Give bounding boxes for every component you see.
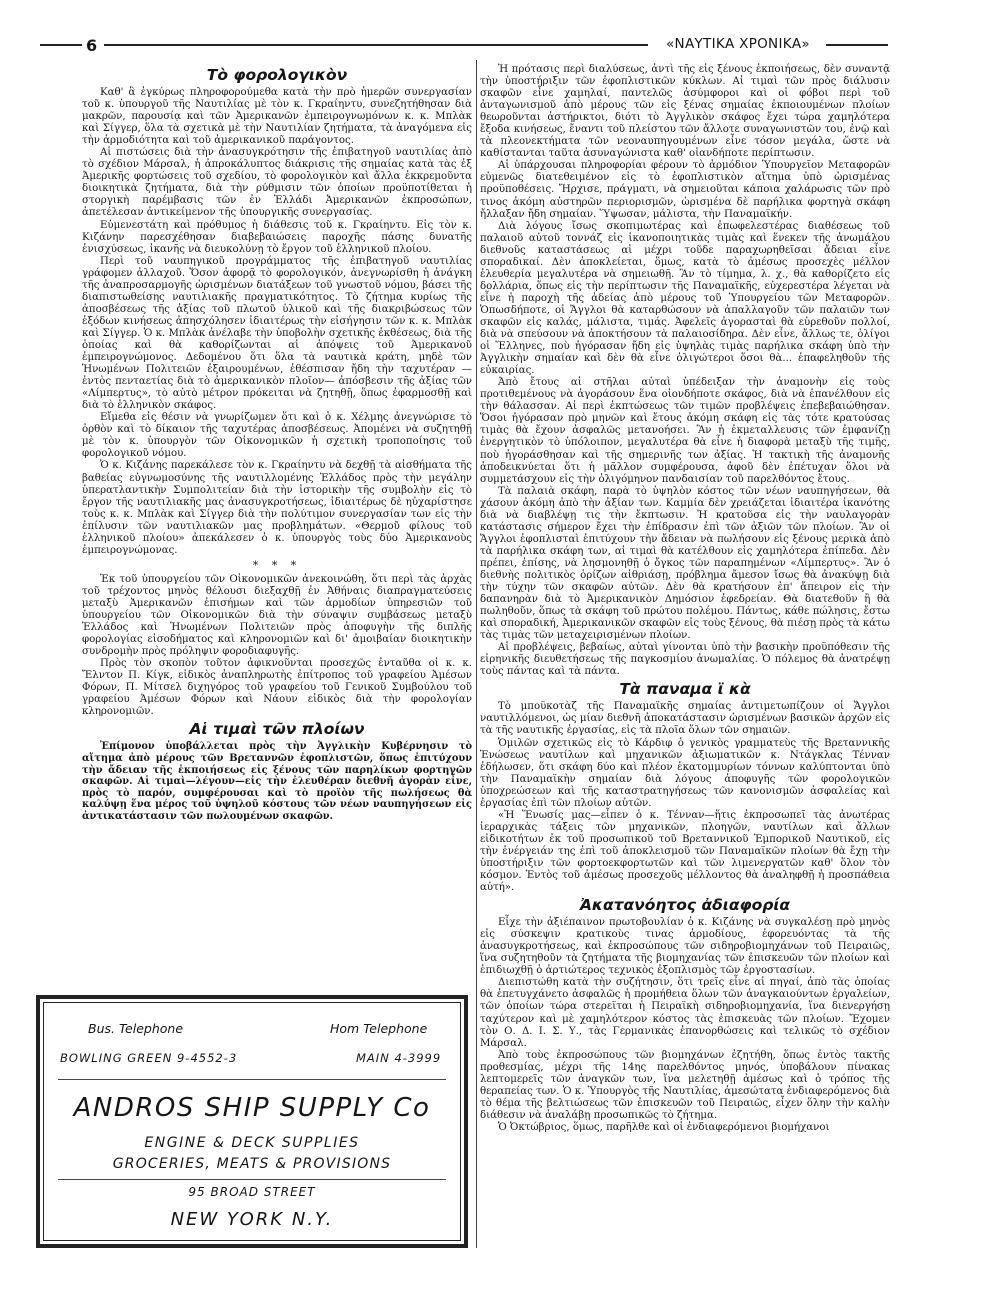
advertisement-box xyxy=(36,995,468,1248)
ad-city: NEW YORK N.Y. xyxy=(170,1209,334,1230)
paragraph: Αἱ προβλέψεις, βεβαίως, αὐταὶ γίνονται ὑπὸ τὴν βασικὴν προϋπόθεσιν τῆς εἰρηνικῆς διευθετήσεως τῆς παγκοσμίου ἀνωμαλίας. Ὁ πόλεμος θὰ ἀνατρέψῃ τοὺς πάντας καὶ τὰ πάντα. xyxy=(480,642,890,678)
paragraph: Ἀπὸ ἔτους αἱ στῆλαι αὐταὶ ὑπέδειξαν τὴν ἀναμονὴν εἰς τοὺς προτιθεμένους νὰ ἀγοράσουν ἕνα οἱονδήποτε σκάφος, διὰ νὰ ἐπανέλθουν εἰς τὴν θάλασσαν. Αἱ περὶ ἐκπτώσεως τῶν τιμῶν προβλέψεις ἐπεβεβαιώθησαν. Ὅσοι ἠγόρασαν πρὸ μηνῶν καὶ ἔτους ἀκόμη σκάφη εἰς τὰς τότε κρατούσας τιμὰς θὰ ἔχουν ἀσφαλῶς μετανοήσει. Ἂν ἡ ἐκμεταλλευσις τῶν ἐμφανίζῃ ἐνεργητικὸν τὸ ὑπόλοιπον, μεγαλυτέρα θὰ εἶνε ἡ διαφορὰ μεταξὺ τῆς τιμῆς, ποὺ ἠγοράσθησαν καὶ τῆς σημερινῆς των ἀξίας. Ἡ τακτικὴ τῆς ἀναμονῆς ἀποδεικνύεται ὅτι ἡ μᾶλλον συμφέρουσα, ἀφοῦ δὲν ἐπέτυχαν ὅλοι νὰ συμμετάσχουν εἰς τὴν ὀλιγόμηνον πανδαισίαν τοῦ παρελθόντος ἔτους. xyxy=(480,377,890,485)
paragraph: Ὁμιλῶν σχετικῶς εἰς τὸ Κάρδιφ ὁ γενικὸς γραμματεὺς τῆς Βρεταννικῆς Ἑνώσεως ναυτίλων καὶ μηχανικῶν ἀξιωματικῶν κ. Ντάγκλας Τένναν ἐδήλωσεν, ὅτι σκάφη δύο καὶ πλέον ἑκατομμυρίων τόννων καλύπτονται ὑπὸ τὴν Παναμαϊκὴν σημαίαν διὰ λόγους ἀποφυγῆς τῶν φορολογικῶν ὑποχρεώσεων καὶ τῆς καταστρατηγήσεως τῶν κανονισμῶν ἀσφαλείας καὶ ἐργασίας ἐπὶ τῶν πλοίων αὐτῶν. xyxy=(480,737,890,809)
paragraph: Ὁ κ. Κιζάνης παρεκάλεσε τὸν κ. Γκραίηντυ νὰ δεχθῇ τὰ αἰσθήματα τῆς βαθείας εὐγνωμοσύνης τῆς ναυτιλλομένης Ἑλλάδος πρὸς τὴν μεγάλην ὑπερατλαντικὴν Συμπολιτείαν διὰ τὴν ἱστορικὴν τῆς συμβολὴν εἰς τὸ ἔργον τῆς ναυτιλιακῆς μας ἀνασυγκροτήσεως, ἰδιαιτέρως δὲ ηὐχαρίστησε τοὺς κ. κ. Μπλὰκ καὶ Σίγγερ διὰ τὴν πολύτιμον συνεργασίαν των εἰς τὴν ἐπίλυσιν τῶν ναυτιλιακῶν μας προβλημάτων. «Θερμοῦ φίλους τοῦ ἑλληνικοῦ πλοίου» ἀπεκάλεσεν ὁ κ. ὑπουργὸς τοὺς δύο Ἀμερικανοὺς ἐμπειρογνώμονας. xyxy=(82,460,472,556)
bold-paragraph: Ἐπίμονον ὑποβάλλεται πρὸς τὴν Ἀγγλικὴν Κυβέρνησιν τὸ αἴτημα ἀπὸ μέρους τῶν Βρεταννῶν ἐφοπλιστῶν, ὅπως ἐπιτύχουν τὴν ἄδειαν τῆς ἐκποιήσεως εἰς ξένους τῶν παρηλίκων φορτηγῶν σκαφῶν. Αἱ τιμαὶ—λέγουν—εἰς τὴν ἐλευθέραν διεθνῆ ἀγορὰν εἶνε, πρὸς τὸ παρόν, συμφέρουσαι καὶ τὸ προϊὸν τῆς πωλήσεως θὰ καλύψῃ ἕνα μέρος τοῦ ὑψηλοῦ κόστους τῶν νέων ναυπηγήσεων εἰς ἀντικατάστασιν τῶν πωλουμένων σκαφῶν. xyxy=(82,741,472,822)
ad-line-groceries: GROCERIES, MEATS & PROVISIONS xyxy=(112,1156,392,1172)
article-heading-panamanian: Τὰ παναμα ϊ κὰ xyxy=(619,680,751,699)
paragraph: Εἶχε τὴν ἀξιέπαινον πρωτοβουλίαν ὁ κ. Κιζάνης νὰ συγκαλέσῃ πρὸ μηνὸς εἰς σύσκεψιν κρατικοὺς τινας ἁρμοδίους, ἐφορευόντας τὰ τῆς ἀνασυγκροτήσεως, καὶ ἐκπροσώπους τῶν σιδηροβιομηχάνων τοῦ Πειραιῶς, ἵνα συζητηθοῦν τὰ ζητήματα τῆς βιομηχανίας τῶν ἐπισκευῶν τῶν πλοίων καὶ ἐπιδιωχθῇ ὁ ἀρτιώτερος τεχνικὸς ἐξοπλισμὸς τῶν ἐργοστασίων. xyxy=(480,917,890,977)
paragraph: Εἴμεθα εἰς θέσιν νὰ γνωρίζωμεν ὅτι καὶ ὁ κ. Χέλμης ἀνεγνώρισε τὸ ὀρθὸν καὶ τὸ δίκαιον τῆς ταχυτέρας ἀποσβέσεως. Ἀπομένει νὰ συζητηθῇ μὲ τὸν κ. ὑπουργὸν τῶν Οἰκονομικῶν ἡ σχετικὴ τροποποίησις τοῦ φορολογικοῦ νόμου. xyxy=(82,412,472,460)
paragraph: Καθ' ἃ ἐγκύρως πληροφορούμεθα κατὰ τὴν πρὸ ἡμερῶν συνεργασίαν τοῦ κ. ὑπουργοῦ τῆς Ναυτιλίας μὲ τὸν κ. Γκραίηντυ, συνεζητήθησαν διὰ μακρῶν, παρουσίᾳ καὶ τῶν Ἀμερικανῶν ἐμπειρογνωμόνων κ. κ. Μπλὰκ καὶ Σίγγερ, ὅλα τὰ σχετικὰ μὲ τὴν Ναυτιλίαν ζητήματα, τὰ ἀναγόμενα εἰς τὴν ἁρμοδιότητα καὶ τοῦ ἀμερικανικοῦ παράγοντος. xyxy=(82,87,472,147)
bus-telephone-number: BOWLING GREEN 9-4552-3 xyxy=(60,1051,238,1065)
bus-telephone-label: Bus. Telephone xyxy=(88,1021,184,1036)
right-column xyxy=(480,64,890,1134)
page-number: 6 xyxy=(86,36,98,55)
header-rule-left xyxy=(40,44,82,46)
paragraph: «Ἡ Ἕνωσίς μας—εἶπεν ὁ κ. Τένναν—ἥτις ἐκπροσωπεῖ τὰς ἀνωτέρας ἱεραρχικὰς τάξεις τῶν μηχανικῶν, πλοηγῶν, ναυτίλων καὶ ἄλλων εἰδικοτήτων ἐκ τοῦ προσωπικοῦ τοῦ Βρεταννικοῦ Ἐμπορικοῦ Ναυτικοῦ, εἰς τὴν ἐνέργειάν της ἐπὶ τοῦ ἀποκλεισμοῦ τῶν Παναμαϊκῶν πλοίων θὰ ἔχῃ τὴν ὑποστήριξιν τῶν φορτοεκφορτωτῶν καὶ τῶν λιμενεργατῶν καθ' ὅλον τὸν κόσμον. Ἐντὸς τοῦ ἀμέσως προσεχοῦς μέλλοντος θὰ ἀναληφθῇ ἡ προσπάθεια αὐτή». xyxy=(480,809,890,894)
ad-line-supplies: ENGINE & DECK SUPPLIES xyxy=(144,1135,360,1151)
paragraph: Διεπιστώθη κατὰ τὴν συζήτησιν, ὅτι τρεῖς εἶνε αἱ πηγαί, ἀπὸ τὰς ὁποίας θὰ ἐπετυγχάνετο ἀσφαλῶς ἡ προμήθεια ὅλων τῶν ἀναγκαιούντων ἐργαλείων, τῶν ὁποίων τώρα στερεῖται ἡ Πειραϊκὴ σιδηροβιομηχανία, ἵνα διενεργήσῃ ταχύτερον καὶ μὲ χαμηλότερον κόστος τὰς ἐπισκευὰς τῶν πλοίων. Ἔχομεν τὸν Ο. Δ. Ι. Σ. Υ., τὰς Γερμανικὰς ἐπανορθώσεις καὶ τελικῶς τὸ σχέδιον Μάρσαλ. xyxy=(480,977,890,1049)
paragraph: Εὐμενεστάτη καὶ πρόθυμος ἡ διάθεσις τοῦ κ. Γκραίηντυ. Εἰς τὸν κ. Κιζάνην παρεσχέθησαν διαβεβαιώσεις παροχῆς πάσης δυνατῆς ἐνισχύσεως, ἱκανῆς νὰ διευκολύνῃ τὸ ἔργον τοῦ ἑλληνικοῦ πλοίου. xyxy=(82,219,472,255)
section-separator: * * * xyxy=(252,558,302,572)
header-rule-middle xyxy=(104,44,648,46)
paragraph: Αἱ ὑπάρχουσαι πληροφορίαι φέρουν τὸ ἁρμόδιον Ὑπουργεῖον Μεταφορῶν εὐμενῶς διατεθειμένον εἰς τὸ ἐφοπλιστικὸν αἴτημα ὑπὸ ὡρισμένας προϋποθέσεις. Ἤρχισε, πράγματι, νὰ σημειοῦται κάποια χαλάρωσις τῶν πρὸ τινος ἀκόμη αὐστηρῶν περιορισμῶν, ὡρισμένα δὲ παρήλικα φορτηγὰ σκάφη ἤλλαξαν ἤδη σημαίαν. Ὕψωσαν, μάλιστα, τὴν Παναμαϊκήν. xyxy=(480,160,890,220)
paragraph: Αἱ πιστώσεις διὰ τὴν ἀνασυγκρότησιν τῆς ἐπιβατηγοῦ ναυτιλίας ἀπὸ τὸ σχέδιον Μάρσαλ, ἡ ἀπροκάλυπτος διάκρισις τῆς σημαίας κατὰ τὰς ἐξ Ἀμερικῆς φορτώσεις τοῦ σχεδίου, τὸ φορολογικὸν καὶ ἄλλα ἐκκρεμοῦντα διοικητικὰ ζητήματα, διὰ τὴν ρύθμισιν τῶν ὁποίων προϋποτίθεται ἡ στοργικὴ παρέμβασις τῶν ἐν Ἑλλάδι Ἀμερικανῶν ἐκπροσώπων, ἀπετέλεσαν ἀντικείμενον τῆς ὑπουργικῆς συνεργασίας. xyxy=(82,147,472,219)
paragraph: Ἡ πρότασις περὶ διαλύσεως, ἀντὶ τῆς εἰς ξένους ἐκποιήσεως, δὲν συναντᾷ τὴν ὑποστήριξιν τῶν ἐφοπλιστικῶν κύκλων. Αἱ τιμαὶ τῶν πρὸς διάλυσιν σκαφῶν εἶνε χαμηλαί, παντελῶς ἀσύμφοροι καὶ οἱ φόβοι περὶ τοῦ ἀνταγωνισμοῦ ἀπὸ μέρους τῶν εἰς ξένας σημαίας ἐκποιουμένων πλοίων θεωροῦνται ἀστήρικτοι, διότι τὸ Ἀγγλικὸν σκάφος ἔχει τώρα χαμηλότερα ἔξοδα κινήσεως, ἔναντι τοῦ πλείστου τῶν ἄλλοτε συναγωνιστῶν του, ἐνῷ καὶ τὰ πλεονεκτήματα τῶν νεοναυπηγουμένων εἶνε τόσον μεγάλα, ὥστε νὰ καθίστανται ταῦτα ἀσυναγώνιστα καθ' οἱανδήποτε περίπτωσιν. xyxy=(480,64,890,160)
journal-title: «ΝΑΥΤΙΚΑ ΧΡΟΝΙΚΑ» xyxy=(666,36,810,52)
ad-address: 95 BROAD STREET xyxy=(188,1185,316,1199)
paragraph: Ὁ Ὀκτώβριος, ὅμως, παρῆλθε καὶ οἱ ἐνδιαφερόμενοι βιομήχανοι xyxy=(498,1121,830,1133)
paragraph: Διὰ λόγους ἴσως σκοπιμωτέρας καὶ ἐπωφελεστέρας διαθέσεως τοῦ παλαιοῦ αὐτοῦ τοννάζ εἰς ἱκανοποιητικὰς τιμὰς καὶ ἕνεκεν τῆς ἀνωμάλου διεθνοῦς καταστάσεως αἱ μέχρι τοῦδε παραχωρηθεῖσαι ἄδειαι εἶνε σποραδικαί. Δὲν ἀποκλείεται, ὅμως, κατὰ τὸ ἀμέσως προσεχὲς μέλλον ἐλευθερία μεγαλυτέρα νὰ σημειωθῇ. Ἂν τὸ τίμημα, λ. χ., θὰ καθορίζετο εἰς δολλάρια, ὅπως εἰς τὴν περίπτωσιν τῆς Παναμαϊκῆς, εὐχερεστέρα λέγεται νὰ εἶνε ἡ παροχὴ τῆς ἀδείας ἀπὸ μέρους τοῦ Ὑπουργείου τῶν Μεταφορῶν. Ὁπωσδήποτε, οἱ Ἄγγλοι θὰ καταρθώσουν νὰ ἀπαλλαγοῦν τῶν παλαιῶν των σκαφῶν εἰς καλάς, μάλιστα, τιμάς. Ἀφελεῖς ἀγορασταὶ θὰ εὑρεθοῦν πολλοί, διὰ νὰ σπεύσουν νὰ ἀποκτήσουν τὰ παλαιοσίδηρα. Δὲν εἶνε, ἄλλως τε, ὀλίγοι οἱ Ἕλληνες, ποὺ ἠγόρασαν ἤδη εἰς ὑψηλὰς τιμὰς παρήλικα σκάφη ὑπὸ τὴν Ἀγγλικὴν σημαίαν καὶ δὲν θὰ εἶνε ὀλιγώτεροι ὅσοι θὰ... ἐπαφεληθοῦν τῆς εὐκαιρίας. xyxy=(480,220,890,377)
paragraph: Πρὸς τὸν σκοπὸν τοῦτον ἀφικνοῦνται προσεχῶς ἐνταῦθα οἱ κ. κ. Ἔλντον Π. Κίγκ, εἰδικὸς ἀναπληρωτὴς ἐπίτροπος τοῦ γραφείου Ἀμέσων Φόρων, Π. Μίτσελ διχηγόρος τοῦ γραφείου τοῦ Γενικοῦ Συμβούλου τοῦ γραφείου Ἀμέσων Φόρων καὶ Νάουν εἰδικὸς διὰ τὴν φορολογίαν κληρονομιῶν. xyxy=(82,658,472,718)
ad-rule xyxy=(58,1079,446,1080)
home-telephone-number: MAIN 4-3999 xyxy=(356,1051,442,1065)
ad-rule xyxy=(58,1179,446,1180)
article-heading-indifference: Ἀκατανόητος ἀδιαφορία xyxy=(579,896,791,915)
paragraph: Ἐκ τοῦ ὑπουργείου τῶν Οἰκονομικῶν ἀνεκοινώθη, ὅτι περὶ τὰς ἀρχὰς τοῦ τρέχοντος μηνὸς θέλουσι διεξαχθῇ ἐν Ἀθήναις διαπραγματεύσεις μεταξὺ Ἀμερικανῶν ἐπισήμων καὶ τῶν ἁρμοδίων ὑπηρεσιῶν τοῦ ὑπουργείου τῶν Οἰκονομικῶν διὰ τὴν σύναψιν συμβάσεως μεταξὺ Ἑλλάδος καὶ Ἡνωμένων Πολιτειῶν πρὸς ἀποφυγὴν τῆς διπλῆς φορολογίας εἰσοδήματος καὶ κληρονομιῶν καὶ δι' ἀμοιβαίαν διοικητικὴν συνδρομὴν πρὸς πρόληψιν φοροδιαφυγῆς. xyxy=(82,573,472,658)
header-rule-right xyxy=(826,44,888,46)
home-telephone-label: Hom Telephone xyxy=(330,1021,428,1036)
paragraph: Περὶ τοῦ ναυπηγικοῦ προγράμματος τῆς ἐπιβατηγοῦ ναυτιλίας γράφομεν ἀλλαχοῦ. Ὅσον ἀφορᾷ τὸ φορολογικόν, ἀνεγνωρίσθη ἡ ἀνάγκη τῆς ἀναπροσαρμογῆς ὡρισμένων διατάξεων τοῦ γνωστοῦ νόμου, βάσει τῆς διαπιστωθείσης ναυτιλιακῆς πραγματικότητος. Τὸ ζήτημα κυρίως τῆς ἀποσβέσεως τῆς ἀξίας τοῦ πλωτοῦ ὑλικοῦ καὶ τῆς διακριβώσεως τῶν ἐξόδων κινήσεως ἀπησχόλησεν ἰδιαιτέρως τὴν εἰσήγησιν τῶν κ. κ. Μπλὰκ καὶ Σίγγερ. Ὁ κ. Μπλὰκ ἀνέλαβε τὴν ὑποβολὴν σχετικῆς ἐκθέσεως, διὰ τῆς ὁποίας καὶ θὰ καθορίζωνται αἱ ἀπόψεις τοῦ Ἀμερικανοῦ ἐμπειρογνώμονος. Δεδομένου ὅτι ὅλα τὰ ναυτικὰ κράτη, μηδὲ τῶν Ἡνωμένων Πολιτειῶν ἐξαιρουμένων, ἐθέσπισαν ἤδη τὴν ταχυτέραν — ἐντὸς πενταετίας διὰ τὸ ἀμερικανικὸν πλοῖον— ἀπόσβεσιν τῆς ἀξίας τῶν «Λίμπερτυς», τὸ αὐτὸ μέτρον πρόκειται νὰ ζητηθῇ, ὅπως ἐφαρμοσθῇ καὶ διὰ τὸ ἑλληνικὸν σκάφος. xyxy=(82,255,472,412)
article-heading-tax: Τὸ φορολογικὸν xyxy=(206,66,348,84)
paragraph: Ἀπὸ τοὺς ἐκπροσώπους τῶν βιομηχάνων ἐζητήθη, ὅπως ἐντὸς τακτῆς προθεσμίας, μέχρι τῆς 14ης παρελθόντος μηνός, ὑποβάλουν πίνακας λεπτομερεῖς τῶν ἀναγκῶν των, ἵνα μελετηθῇ ἀμέσως καὶ ὁ τρόπος τῆς θεραπείας των. Ὁ κ. Ὑπουργὸς τῆς Ναυτιλίας, ἀμεσώτατα ἐνδιαφερόμενος διὰ τὸ θέμα τῆς βελτιώσεως τῶν ἐπισκευῶν τοῦ Πειραιῶς, εἶχεν ὅλην τὴν καλὴν διάθεσιν νὰ ἀναλάβῃ προσωπικῶς τὸ ζήτημα. xyxy=(480,1049,890,1121)
left-column xyxy=(82,64,472,823)
paragraph: Τὰ παλαιὰ σκάφη, παρὰ τὸ ὑψηλὸν κόστος τῶν νέων ναυπηγήσεων, θὰ χάσουν ἀκόμη ἀπὸ τὴν ἀξίαν των. Καμμία δὲν χρειάζεται ἰδιαιτέρα ἱκανότης διὰ νὰ διαβλέψῃ τις τὴν ἔκπτωσιν. Ἡ κρατοῦσα εἰς τὴν ναυλαγορὰν κατάστασις σήμερον ἔχει τὴν ἐπίδρασιν ἐπὶ τῶν ἀξιῶν τῶν πλοίων. Ἂν οἱ Ἄγγλοι ἐφοπλισταὶ ἐπιτύχουν τὴν ἄδειαν νὰ πωλήσουν εἰς ξένους μερικὰ ἀπὸ τὰ παρήλικα σκάφη των, αἱ τιμαὶ θὰ κατέλθουν εἰς χαμηλότερα ἐπίπεδα. Δὲν πρέπει, ἐπίσης, νὰ λησμονηθῇ ὁ ὄγκος τῶν παραπημένων «Λίμπερτυς». Ἂν ὁ διεθνὴς πολιτικὸς ὁρίζων αἰθριάσῃ, πρόβλημα ἄμεσον ἴσως θὰ ἀνακύψῃ διὰ τὴν τύχην τῶν σκαφῶν αὐτῶν. Δὲν θὰ κρατήσουν ἐπ' ἄπειρον εἰς τὴν δαπανηρὰν διὰ τὸ Ἀμερικανικὸν Δημόσιον ἐφεδρείαν. Θὰ διατεθοῦν ἢ θὰ πωληθοῦν, ὅπως τὰ σκάφη τοῦ πρώτου πολέμου. Πάντως, κάθε πώλησις, ἔστω καὶ σποραδική, Ἀμερικανικῶν σκαφῶν εἰς τοὺς ξένους, θὰ πιέσῃ πρὸς τὰ κάτω τὰς τιμὰς τῶν μεταχειρισμένων πλοίων. xyxy=(480,485,890,642)
paragraph: Τὸ μποϋκοτὰζ τῆς Παναμαϊκῆς σημαίας ἀντιμετωπίζουν οἱ Ἄγγλοι ναυτιλλόμενοι, ὡς μίαν διεθνῆ ἀποκατάστασιν ὡρισμένων βασικῶν ἀρχῶν εἰς τὰ τῆς ναυτικῆς ἐργασίας, εἰς τὰ πλοῖα ὅλων τῶν σημαιῶν. xyxy=(480,701,890,737)
column-divider xyxy=(476,60,477,1248)
company-name: ANDROS SHIP SUPPLY Co xyxy=(73,1093,431,1123)
article-heading-ship-prices: Αἱ τιμαὶ τῶν πλοίων xyxy=(189,720,365,739)
